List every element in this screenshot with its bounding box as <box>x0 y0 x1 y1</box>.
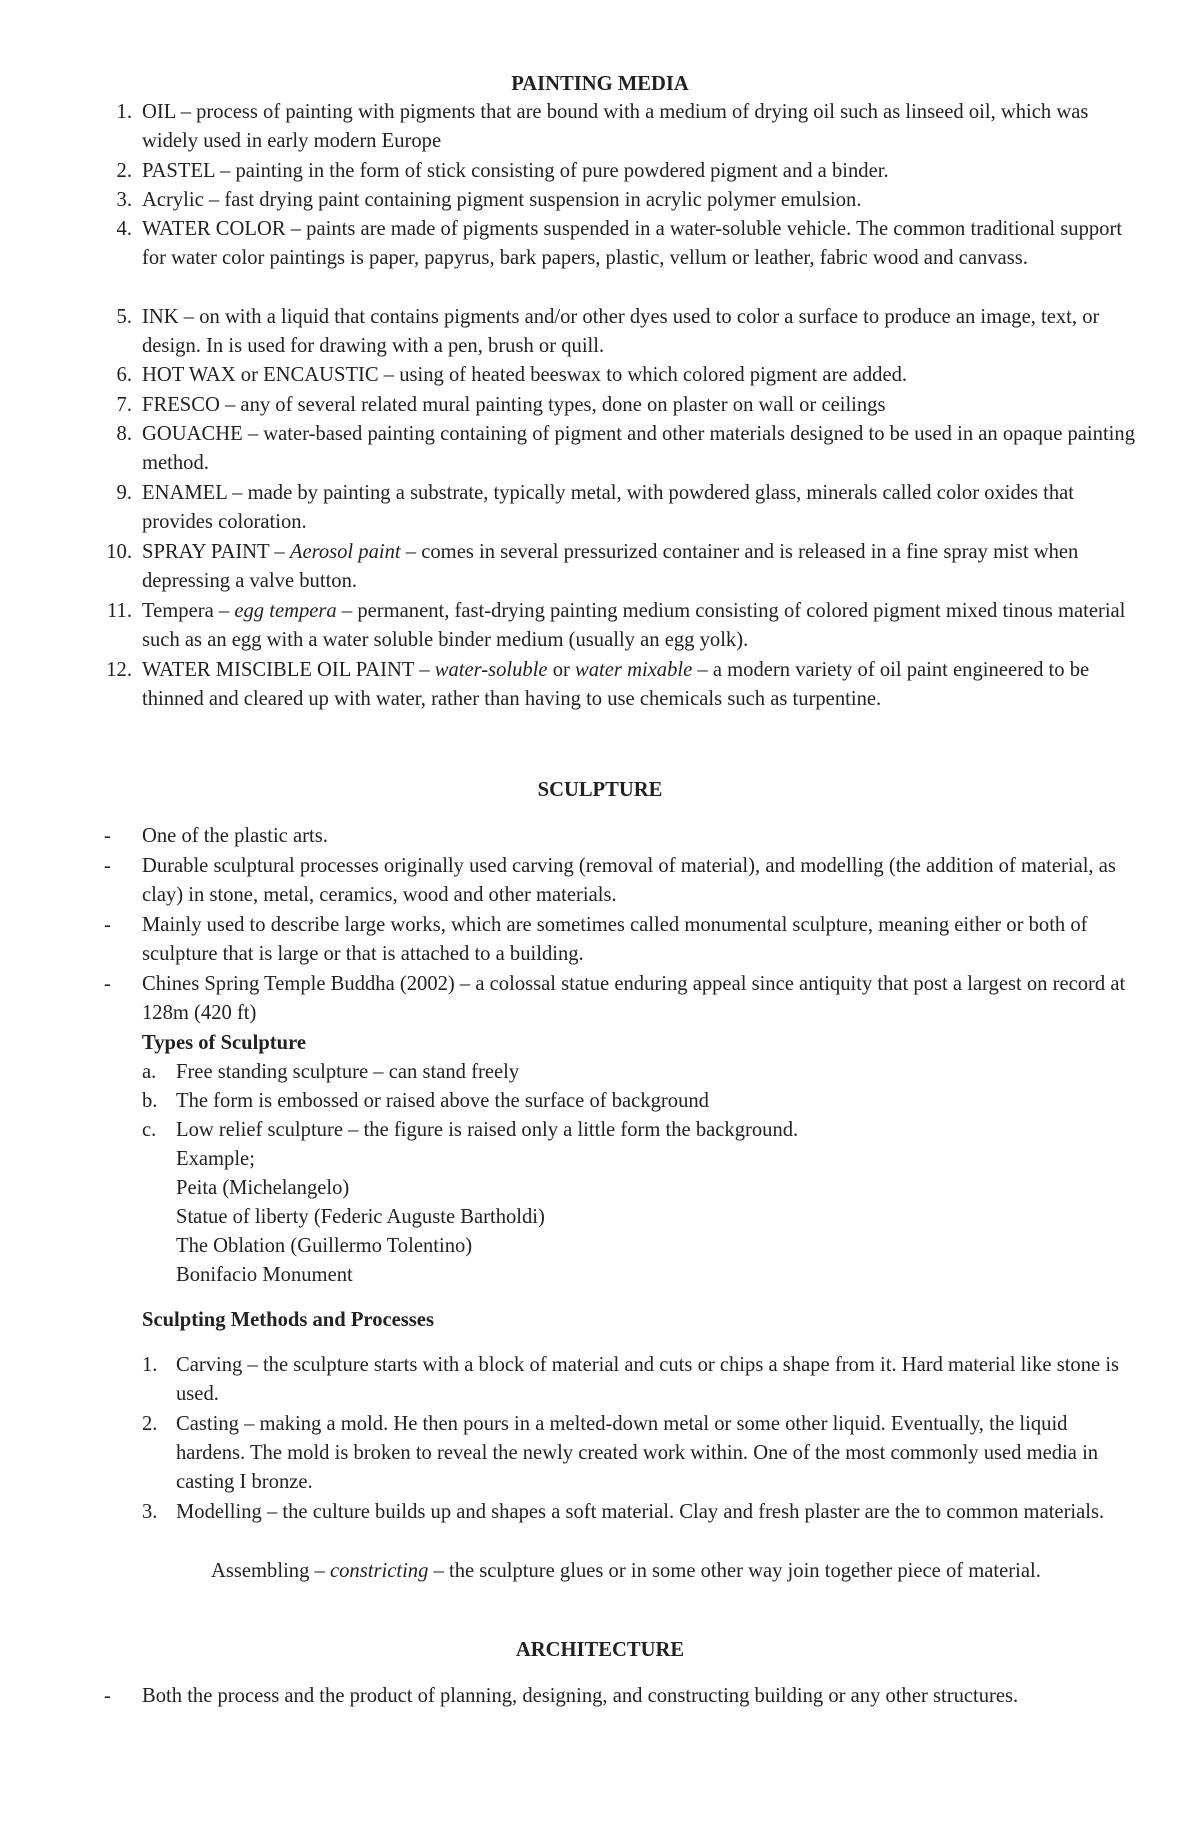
italic-term: constricting <box>330 1560 429 1582</box>
bullet-dash: - <box>104 855 111 877</box>
sculpting-methods-heading: Sculpting Methods and Processes <box>142 1309 434 1331</box>
bullet-dash: - <box>104 914 111 936</box>
item-text: ENAMEL – made by painting a substrate, typically metal, with powdered glass, minerals called color oxides that provides coloration. <box>142 482 1075 534</box>
item-number: 3. <box>116 189 132 211</box>
item-number: 6. <box>116 364 132 386</box>
types-of-sculpture-heading: Types of Sculpture <box>142 1032 307 1054</box>
text-run: – permanent, fast-drying painting medium consisting of colored pigment mixed tinous material such as an egg with a water soluble binder medium (usually an egg yolk). <box>142 600 1126 652</box>
item-text: Modelling – the culture builds up and shapes a soft material. Clay and fresh plaster are the to common materials. <box>176 1501 1105 1523</box>
example-line: The Oblation (Guillermo Tolentino) <box>176 1235 473 1257</box>
item-number: 12. <box>106 659 132 681</box>
item-letter: c. <box>142 1119 157 1141</box>
text-run: – a modern variety of oil paint engineered to be thinned and cleared up with water, rather than having to use chemicals such as turpentine. <box>142 659 1090 711</box>
item-number: 7. <box>116 394 132 416</box>
item-text: OIL – process of painting with pigments that are bound with a medium of drying oil such as linseed oil, which was widely used in early modern Europe <box>142 101 1089 153</box>
item-text: GOUACHE – water-based painting containing of pigment and other materials designed to be used in an opaque painting method. <box>142 423 1135 475</box>
item-number: 9. <box>116 482 132 504</box>
bullet-text: Chines Spring Temple Buddha (2002) – a colossal statue enduring appeal since antiquity that post a largest on record at 128m (420 ft) <box>142 973 1126 1025</box>
italic-term: Aerosol paint <box>289 541 401 563</box>
item-number: 3. <box>142 1501 158 1523</box>
item-text: HOT WAX or ENCAUSTIC – using of heated beeswax to which colored pigment are added. <box>142 364 908 386</box>
bullet-dash: - <box>104 973 111 995</box>
item-text: Low relief sculpture – the figure is raised only a little form the background. <box>176 1119 799 1141</box>
example-line: Statue of liberty (Federic Auguste Bartholdi) <box>176 1206 545 1228</box>
text-run: Assembling – <box>211 1560 330 1582</box>
bullet-text: Mainly used to describe large works, which are sometimes called monumental sculpture, meaning either or both of sculpture that is large or that is attached to a building. <box>142 914 1088 966</box>
bullet-dash: - <box>104 1685 111 1707</box>
italic-term: water mixable <box>575 659 693 681</box>
bullet-text: Durable sculptural processes originally used carving (removal of material), and modelling (the addition of material, as clay) in stone, metal, ceramics, wood and other materials. <box>142 855 1116 907</box>
item-text: PASTEL – painting in the form of stick consisting of pure powdered pigment and a binder. <box>142 160 889 182</box>
item-number: 5. <box>116 306 132 328</box>
item-number: 11. <box>107 600 132 622</box>
architecture-heading: ARCHITECTURE <box>515 1639 685 1661</box>
item-text: Acrylic – fast drying paint containing pigment suspension in acrylic polymer emulsion. <box>142 189 862 211</box>
text-run: SPRAY PAINT – <box>142 541 290 563</box>
item-letter: a. <box>142 1061 157 1083</box>
item-number: 1. <box>116 101 132 123</box>
item-text <box>142 597 1137 655</box>
item-number: 2. <box>142 1413 158 1435</box>
example-line: Peita (Michelangelo) <box>176 1177 350 1199</box>
bullet-dash: - <box>104 825 111 847</box>
item-number: 8. <box>116 423 132 445</box>
assembling-text <box>211 1557 1136 1586</box>
item-text: FRESCO – any of several related mural painting types, done on plaster on wall or ceilings <box>142 394 886 416</box>
example-line: Example; <box>176 1148 255 1170</box>
text-run: WATER MISCIBLE OIL PAINT – <box>142 659 435 681</box>
item-number: 2. <box>116 160 132 182</box>
item-text: INK – on with a liquid that contains pigments and/or other dyes used to color a surface to produce an image, text, or design. In is used for drawing with a pen, brush or quill. <box>142 306 1100 358</box>
item-number: 4. <box>116 218 132 240</box>
item-text: Carving – the sculpture starts with a block of material and cuts or chips a shape from it. Hard material like stone is used. <box>176 1354 1120 1406</box>
item-text <box>142 656 1137 714</box>
sculpture-heading: SCULPTURE <box>537 779 663 801</box>
item-number: 10. <box>106 541 132 563</box>
text-run: – comes in several pressurized container and is released in a fine spray mist when depressing a valve button. <box>142 541 1079 593</box>
item-text: Free standing sculpture – can stand freely <box>176 1061 520 1083</box>
bullet-text: One of the plastic arts. <box>142 825 328 847</box>
item-text: The form is embossed or raised above the surface of background <box>176 1090 709 1112</box>
painting-media-heading: PAINTING MEDIA <box>511 73 689 95</box>
item-text <box>142 538 1137 596</box>
item-letter: b. <box>142 1090 158 1112</box>
item-number: 1. <box>142 1354 158 1376</box>
example-line: Bonifacio Monument <box>176 1264 353 1286</box>
item-text: WATER COLOR – paints are made of pigments suspended in a water-soluble vehicle. The common traditional support for water color paintings is paper, papyrus, bark papers, plastic, vellum or leather, fabric wood and canvass. <box>142 218 1123 270</box>
italic-term: egg tempera <box>234 600 337 622</box>
text-run: – the sculpture glues or in some other way join together piece of material. <box>428 1560 1041 1582</box>
italic-term: water-soluble <box>434 659 548 681</box>
item-text: Casting – making a mold. He then pours in a melted-down metal or some other liquid. Eventually, the liquid hardens. The mold is broken to reveal the newly created work within. One of the most commonly used media in casting I bronze. <box>176 1413 1099 1494</box>
text-run: Tempera – <box>142 600 235 622</box>
bullet-text: Both the process and the product of planning, designing, and constructing building or any other structures. <box>142 1685 1019 1707</box>
text-run: or <box>547 659 576 681</box>
